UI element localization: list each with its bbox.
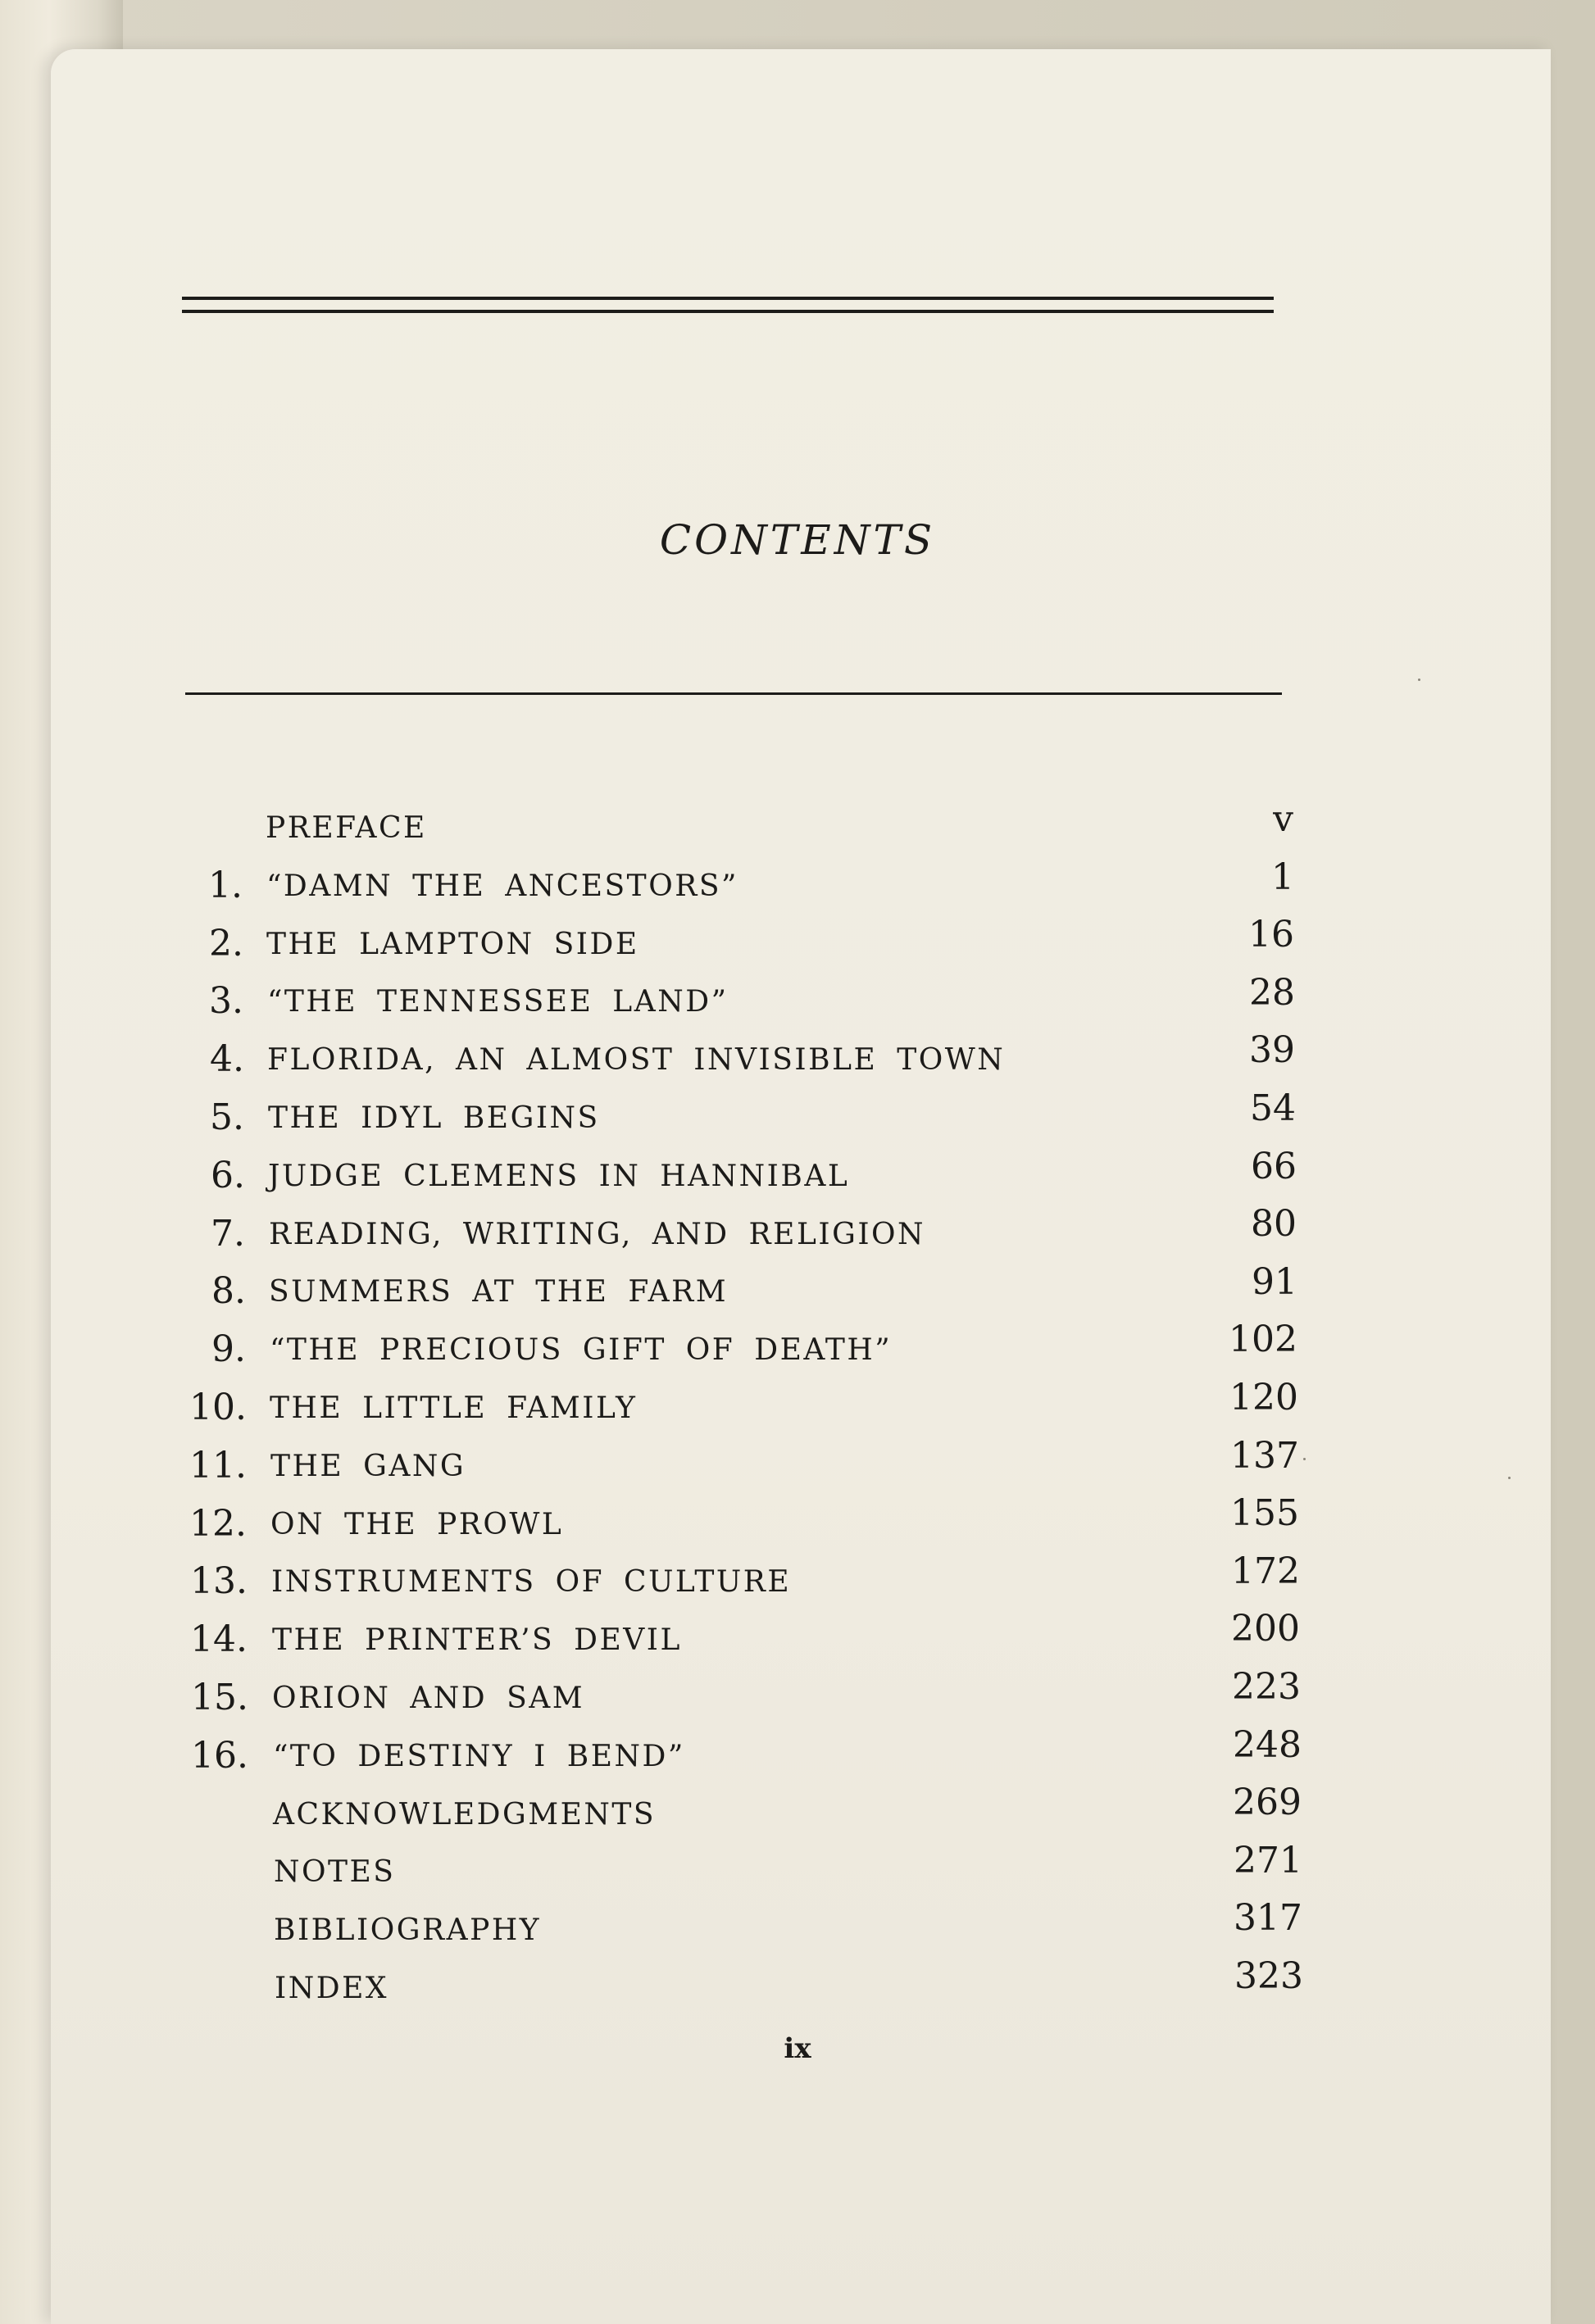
chapter-title: THE IDYL BEGINS [268,1101,600,1135]
page-number: 271 [1234,1840,1302,1881]
page-number: 91 [1252,1261,1297,1303]
chapter-number: 16. [191,1735,248,1777]
chapter-title: SUMMERS AT THE FARM [269,1275,729,1309]
chapter-number: 11. [189,1445,247,1487]
chapter-title: BIBLIOGRAPHY [274,1913,542,1947]
chapter-title: INDEX [275,1972,389,2005]
page-number: 200 [1231,1608,1300,1650]
page-number: 223 [1232,1666,1301,1708]
page-number: 120 [1229,1377,1298,1418]
chapter-number: 1. [208,865,243,906]
chapter-title: THE LAMPTON SIDE [266,928,639,961]
paper-speck [1303,1458,1306,1460]
chapter-number: 7. [211,1213,245,1255]
chapter-number: 8. [211,1270,246,1312]
page-number: 155 [1230,1492,1299,1534]
page-number: 248 [1233,1724,1302,1766]
chapter-title: READING, WRITING, AND RELIGION [269,1218,926,1251]
paper-speck [1508,1477,1511,1479]
page-number: 137 [1230,1435,1299,1477]
chapter-title: “TO DESTINY I BEND” [273,1740,685,1773]
page-number: 39 [1249,1029,1295,1071]
chapter-title: ORION AND SAM [272,1682,585,1715]
chapter-number: 14. [190,1618,248,1660]
chapter-title: NOTES [274,1855,396,1889]
chapter-number: 10. [189,1387,247,1428]
chapter-number: 15. [191,1677,248,1718]
chapter-title: THE GANG [270,1450,466,1483]
page-number: 323 [1234,1955,1303,1997]
chapter-number: 9. [211,1328,246,1370]
chapter-title: JUDGE CLEMENS IN HANNIBAL [268,1160,850,1193]
chapter-number: 3. [209,980,243,1022]
page-number: 16 [1248,914,1294,955]
page-number: 317 [1234,1897,1302,1939]
chapter-number: 2. [209,923,243,965]
chapter-title: INSTRUMENTS OF CULTURE [271,1565,792,1599]
chapter-title: FLORIDA, AN ALMOST INVISIBLE TOWN [267,1043,1006,1077]
page-folio: ix [784,2032,811,2065]
chapter-title: “THE TENNESSEE LAND” [267,985,729,1019]
chapter-title: THE PRINTER’S DEVIL [272,1623,682,1657]
chapter-title: ACKNOWLEDGMENTS [273,1798,657,1832]
page-number: 269 [1233,1782,1302,1823]
chapter-title: ON THE PROWL [270,1508,564,1541]
page-number: 1 [1271,856,1294,898]
page-number: 102 [1229,1319,1297,1360]
page-number: 172 [1231,1550,1300,1592]
page-number: 80 [1251,1203,1297,1245]
chapter-title: PREFACE [266,811,427,845]
chapter-title: “THE PRECIOUS GIFT OF DEATH” [270,1333,893,1367]
page-number: v [1273,798,1293,840]
chapter-title: “DAMN THE ANCESTORS” [266,869,738,903]
chapter-title: THE LITTLE FAMILY [270,1391,638,1425]
page-number: 28 [1249,972,1295,1014]
page-number: 54 [1250,1087,1296,1129]
paper-speck [1418,679,1420,681]
chapter-number: 12. [189,1503,247,1545]
contents-heading: CONTENTS [659,516,936,564]
page-number: 66 [1251,1146,1297,1187]
chapter-number: 5. [210,1096,244,1138]
chapter-number: 13. [190,1560,248,1602]
chapter-number: 4. [210,1038,244,1080]
chapter-number: 6. [211,1155,245,1196]
